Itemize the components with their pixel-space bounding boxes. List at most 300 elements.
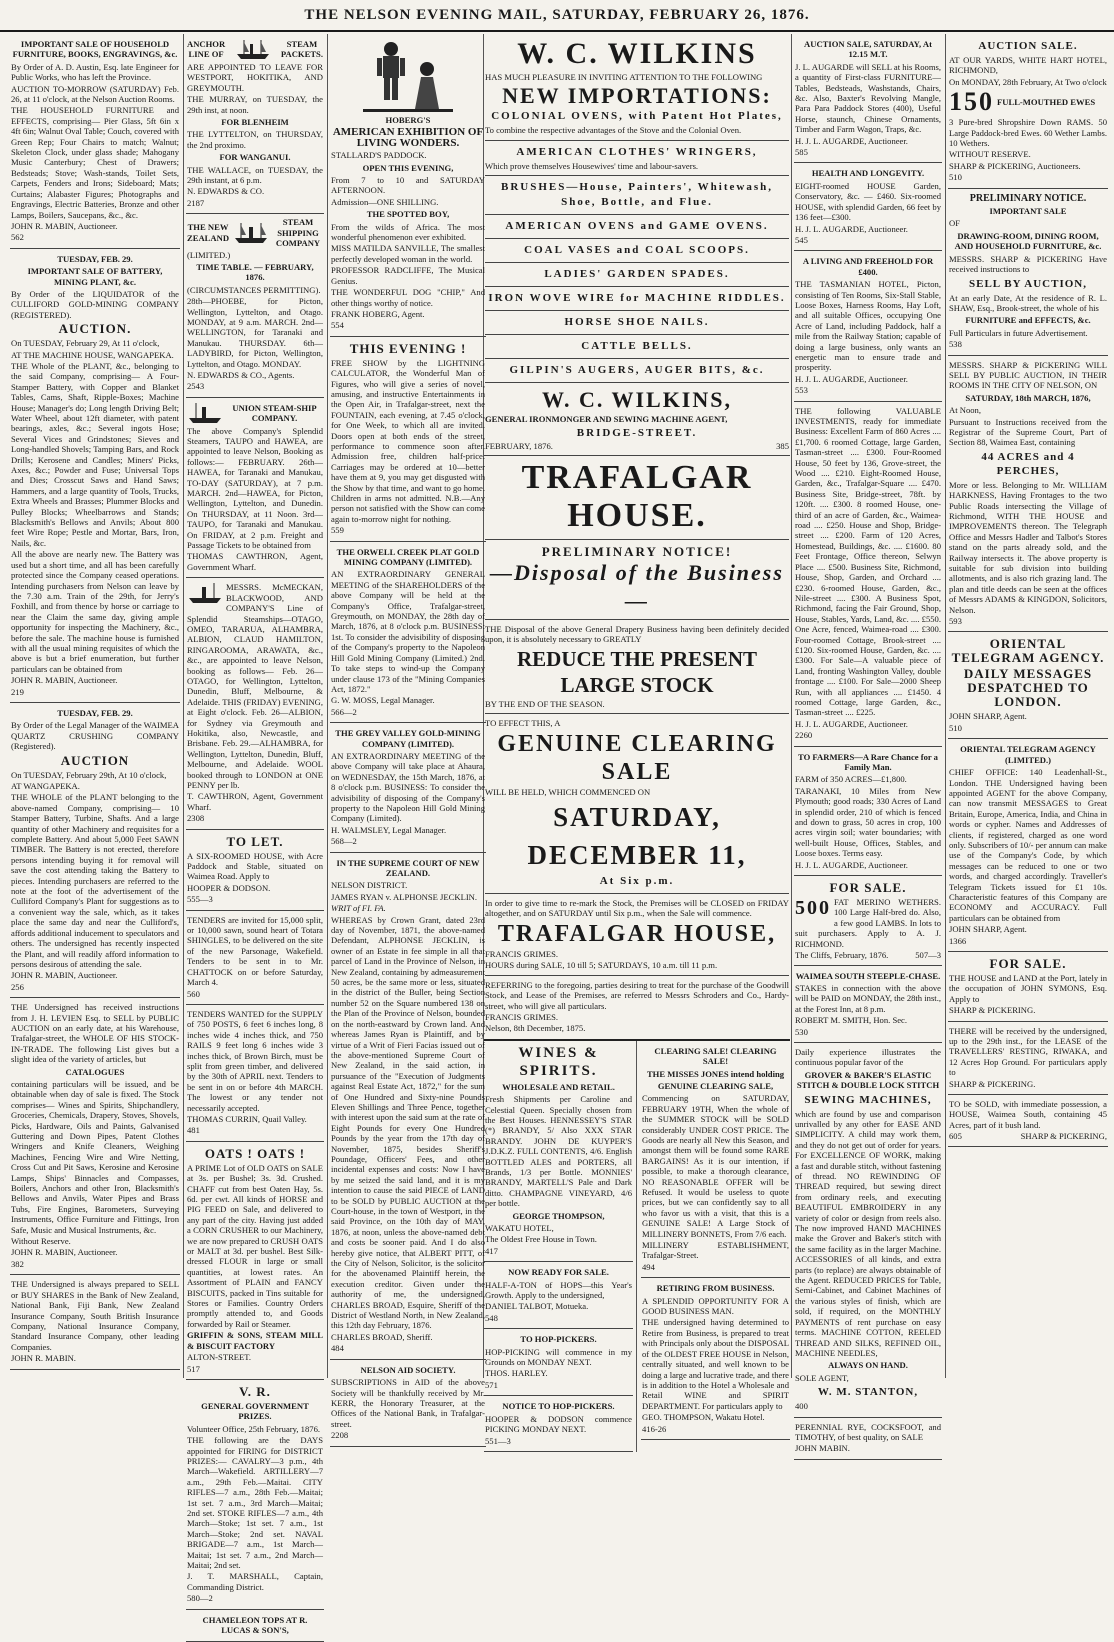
wilkins-item: LADIES' GARDEN SPADES. (544, 268, 730, 281)
wilkins-item: GILPIN'S AUGERS, AUGER BITS, &c. (509, 364, 765, 377)
ad-title: IMPORTANT SALE OF HOUSEHOLD FURNITURE, BOOKS, ENGRAVINGS, &c. (12, 39, 178, 60)
ad-body: MESSRS. SHARP & PICKERING WILL SELL BY PUBLIC AUCTION, IN THEIR ROOMS IN THE CITY OF NELSON, ON (949, 359, 1107, 391)
ad-text: On TUESDAY, February 29, At 11 o'clock, (11, 338, 160, 349)
ad-quartz-sale (10, 703, 180, 998)
ad-body: MESSRS. SHARP & PICKERING Have received instructions to (949, 253, 1107, 275)
divider (485, 310, 789, 311)
ad-text: THE WONDERFUL DOG "CHIP," And other things worthy of notice. (331, 287, 485, 308)
ad-date: Nelson, 8th December, 1875. (485, 1023, 586, 1034)
ad-body: THE MURRAY, on TUESDAY, the 29th inst, at noon. (187, 94, 323, 115)
ad-text: WITHOUT RESERVE. (949, 149, 1031, 160)
ad-body: FAT MERINO WETHERS. 100 Large Half-bred do. Also, a few good LAMBS. In lots to suit purchasers. Apply to A. J. RICHMOND. (795, 897, 941, 949)
ad-text: The Cliffs, February, 1876. (795, 950, 889, 961)
ad-number: 256 (11, 981, 24, 992)
ad-body: SUBSCRIPTIONS in AID of the above Society will be thankfully received by Mr. KERR, the Honorary Treasurer, at the Offices of the National Bank, in Trafalgar-street. (331, 1377, 485, 1429)
divider (485, 262, 789, 263)
ad-hoberg-exhibition (330, 34, 486, 337)
ad-signature: THOMAS CAWTHRON, Agent, Government Wharf. (187, 551, 323, 572)
ad-body: All the above are nearly new. The Battery was used but a short time, and all has been carefully protected since the Company ceased operations. Intending purchasers from Nelson can leave by the 7.30 a.m. Train of the 29th, for Jerry's Foxhill, and from thence by horse or carriage to near the Claim the same day, giving ample opportunity for inspecting the Machinery, &c., before the sale. The machine house is furnished with all the usual mining requisites of which the above is but a brief enumeration, but further particulars can be obtained from (11, 549, 179, 674)
ad-number: 551—3 (485, 1435, 511, 1446)
lower-columns (484, 1041, 790, 1452)
ad-title: UNION STEAM-SHIP COMPANY. (232, 402, 317, 424)
ad-signature: H. J. L. AUGARDE, Auctioneer. (795, 718, 908, 729)
ad-oriental-telegram (948, 632, 1108, 739)
ad-to-let (186, 830, 324, 911)
ad-date: TUESDAY, FEB. 29. (57, 707, 133, 718)
ad-body: THE HOUSEHOLD FURNITURE and EFFECTS, comprising— Pier Glass, 5ft 6in x 4ft 6in; Walnut Oval Table; Couch, covered with Green Rep; Four Chairs to match; Walnut; Skeleton Clock, under glass shade; Mahogany Music Canterbury; Chest of Drawers; Bedsteads; Stove; Wash-stands, Toilet Sets, Carpets, Fenders and Irons; Sideboard; Mats; Curtains; Alabaster Figures; Photographs and Engravings, Electric Batteries, Bronze and other Lamps, Boilers, Saucepans, &c., &c. (11, 105, 179, 220)
ad-heading: TO LET. (226, 833, 284, 849)
ad-body: THE WHOLE of the PLANT belonging to the above-named Company, comprising— 10 Stamper Battery, Turbine, Shafts. And a large quantity of other Machinery and requisites for a complete Battery. And about 5,000 Feet SAWN TIMBER. The Battery is not erected, therefore persons intending buying it for removal will save the cost attending taking the Battery to pieces. Intending purchasers are referred to the note at the foot of the advertisement of the Culliford Company's Plant for suggestions as to a convenient way the sale, which, as it takes place the same day and near the Culliford's, affords additional inducement to speculators and others. The undersigned has recently inspected the Plant, and will readily afford information to persons desirous of attending the sale. (11, 792, 179, 969)
ad-text: STEAM SHIPPING COMPANY (275, 217, 321, 249)
column-6 (948, 34, 1108, 1378)
ad-number: 562 (11, 232, 24, 243)
ad-signature: CHARLES BROAD, Sheriff. (331, 1331, 433, 1342)
ad-body: THE following VALUABLE INVESTMENTS, ready for immediate Business: Excellent Farm of 860 Acres .... £1,700. 6 roomed Cottage, large Garden, Tasman-street .... £300. Four-Roomed House, 50 feet by 136, Grove-street, the Wood .... £210. Eight-Roomed House, Garden, &c., Trafalgar-Square .... £470. Business Site, Bridge-street, 78ft. by 120ft. .... £300. 8 roomed House, one-third of an acre of Garden, &c., Waimea-road .... £250. House and Shop, Bridge-street .... £200. Farm of 120 Acres, Homestead, Buildings, &c. .... £1600. 80 Feet Frontage, Office thereon, Selwyn Place .... £500. Business Site, Richmond, House, Shop, Garden, and Orchard .... £230. 6-roomed House, Garden, &c., Nile-street .... £300. A Business Spot, Richmond, facing the Fair Ground, Shop, House, Stables, Yards, Land, &c. .... £550. One Acre, fenced, Waimea-road .... £300. Four-roomed Cottage, Brook-street .... £120. Six-roomed House, Garden, &c. .... £300. For Sale—A valuable piece of Land, fronting Washington Valley, double frontage .... £100. For Sale—2000 Sheep Run, with all appliances .... £1450. 4 roomed Cottage, large Garden, &c., Tasman-street .... £225. (795, 405, 941, 718)
ad-tenders-shingles (186, 911, 324, 1005)
ad-heading: FOR BLENHEIM (221, 117, 289, 128)
ad-heading: IMPORTANT SALE (989, 206, 1067, 217)
steamship-icon (235, 37, 271, 61)
ad-number: 553 (795, 385, 808, 396)
ad-body: EIGHT-roomed HOUSE Garden, Conservatory, &c. — £460. Six-roomed HOUSE, with splendid Garden, 66 feet by 136 feet—£300. (795, 180, 941, 223)
ad-to-be-sold (948, 1095, 1108, 1147)
ad-tenders-posts (186, 1005, 324, 1142)
ad-body: REFERRING to the foregoing, parties desiring to treat for the purchase of the Goodwill Stock, and Lease of the Premises, are referred to Messrs Schroders and Co., Hardy-street, who will give all particulars. (485, 979, 789, 1011)
ad-signature: H. J. L. AUGARDE, Auctioneer. (795, 373, 908, 384)
ad-text: At Noon, (949, 405, 981, 416)
ad-title: W. C. WILKINS (517, 37, 757, 70)
ad-text: On MONDAY, 28th February, At Two o'clock (949, 76, 1107, 87)
column-4 (484, 34, 790, 1446)
ad-for-sale-merino (794, 876, 942, 965)
nz-header (187, 217, 323, 248)
ad-body: WHEREAS by Crown Grant, dated 23rd day of November, 1871, the above-named Defendant, ALPHONSE JECKLIN, is owner of an Estate in fee simple in all that parcel of Land in the Province of Nelson, in New Zealand, containing by admeasurement 50 acres, be the same more or less, situated in the district of the Buller, being Section number 52 on the Square numbered 138 on the Plan of the Province of Nelson, bounded on the north-eastward by Crown land. And whereas James Ryan is Plaintiff, and by virtue of a Writ of Fieri Facias issued out of the above-mentioned Supreme Court of New Zealand, in the said action, in pursuance of the "Execution of Judgments against Real Estate Act, 1872," for the sum of One Hundred and Sixty-nine Pounds Eleven Shillings and Three Pence, together with interest upon the said sum at the rate of Eight Pounds for every One Hundred Pounds by the year from the 17th day of November, 1875, besides Sheriff's Poundage, Officers' Fees, and other incidental expenses and costs: Now I have by me seized the said land, and it is my intention to cause the said PIECE of LAND to be SOLD by PUBLIC AUCTION at the Court-house, in the town of Westport, in the said Province, on the 10th day of MAY, 1876, at noon, unless the above-named debt and costs be sooner paid. And I do also hereby give notice, that ALBERT PITT, of the City of Nelson, Solicitor, is the solicitor for the abovenamed Plaintiff herein, the execution creditor. Given under the authority of me, the undersigned, CHARLES BROAD, Esquire, Sheriff of the District of Westland North, in New Zealand, this 12th day February, 1876. (331, 914, 485, 1331)
ad-signature: SHARP & PICKERING. (949, 1078, 1036, 1089)
ad-number: 548 (485, 1312, 498, 1323)
ad-text: AT WANGAPEKA. (11, 781, 80, 791)
divider (485, 975, 789, 976)
ad-number: 484 (331, 1343, 344, 1354)
ad-text: BRIDGE-STREET. (576, 426, 698, 439)
ad-oriental-limited (948, 739, 1108, 952)
ad-signature: W. M. STANTON, (817, 1386, 919, 1399)
ad-text: WRIT of FI. FA. (331, 903, 386, 914)
ad-shares (10, 1275, 180, 1369)
ad-body: A SIX-ROOMED HOUSE, with Acre Paddock and Stable, situated on Waimea Road. Apply to (187, 850, 323, 882)
ad-wilkins-importations (484, 34, 790, 456)
ad-public-auction-land (948, 356, 1108, 633)
ad-title: RETIRING FROM BUSINESS. (656, 1283, 775, 1294)
column-1 (10, 34, 180, 1378)
ad-body: At an early Date, At the residence of R. L. SHAW, Esq., Brook-street, the whole of his (949, 292, 1107, 313)
ad-auction-richmond (948, 34, 1108, 189)
ad-signature: JOHN R. MABIN, Auctioneer. (11, 220, 118, 231)
ad-title: IMPORTANT SALE OF BATTERY, MINING PLANT, &c. (27, 266, 163, 287)
ad-chameleon (186, 1610, 324, 1642)
ad-text: SOLE AGENT, (795, 1372, 849, 1383)
ad-signature: SHARP & PICKERING, Auctioneers. (949, 160, 1081, 171)
ewes-line (949, 88, 1107, 116)
ad-title: NELSON AID SOCIETY. (360, 1364, 456, 1375)
ad-title: WINES & SPIRITS. (518, 1044, 599, 1079)
ad-text: THE NEW ZEALAND (187, 222, 230, 243)
ad-title: NOW READY FOR SALE. (508, 1267, 609, 1278)
ad-body: A PRIME Lot of OLD OATS on SALE at 3s. per Bushel; 3s. 3d. Crushed. CHAFF cut from best Oaten Hay, 5s. 6d. per cwt. All kinds of HORSE and PIG FEED on Sale, and delivered to any part of the city. Having just added a CORN CRUSHER to our Machinery, we are now prepared to CRUSH OATS or MALT at 3d. per bushel. Best Silk-dressed FLOUR in large or small quantities, at lowest rates. An Assortment of PLAIN and FANCY BISCUITS, packed in Tins suitable for Stores or Families. Country Orders promptly attended to, and Goods forwarded by Rail or Steamer. (187, 1162, 323, 1329)
divider (485, 334, 789, 335)
ad-title: PRELIMINARY NOTICE. (969, 192, 1087, 204)
divider (485, 214, 789, 215)
ad-household-sale (10, 34, 180, 249)
ad-number: 1366 (949, 935, 967, 946)
ad-body: Pursuant to Instructions received from the Registrar of the Supreme Court, Part of Section 88, Waimea East, containing (949, 416, 1107, 448)
ad-number: 585 (795, 147, 808, 158)
ad-number: 416-26 (642, 1423, 667, 1434)
ad-body: HOOPER & DODSON commence PICKING MONDAY NEXT. (485, 1413, 632, 1435)
ad-body: 3 Pure-bred Shropshire Down RAMS. 50 Large Paddock-bred Ewes. 60 Wether Lambs. 10 Wethers. (949, 117, 1107, 149)
ad-title: THE ORWELL CREEK PLAT GOLD MINING COMPANY (LIMITED). (336, 546, 480, 568)
ad-number: 593 (949, 616, 962, 627)
ad-text: HOURS during SALE, 10 till 5; SATURDAYS, 10 a.m. till 11 p.m. (485, 960, 718, 971)
ad-signature: HOOPER & DODSON. (187, 882, 271, 893)
wilkins-item: To combine the respective advantages of the Stove and the Colonial Oven. (485, 125, 742, 136)
ad-heading: OPEN THIS EVENING, (362, 162, 454, 173)
ad-body: THE Undersigned has received instructions from J. H. LEVIEN Esq. to SELL by PUBLIC AUCTION on an early date, at his Warehouse, Trafalgar-street, the WHOLE OF HIS STOCK-IN-TRADE. The following List gives but a slight idea of the variety of articles, but (11, 1002, 179, 1065)
ad-signature: N. EDWARDS & CO. (187, 186, 265, 197)
ad-title: TRAFALGAR HOUSE, (497, 920, 777, 947)
ad-text: ARE APPOINTED TO LEAVE FOR WESTPORT, HOKITIKA, AND GREYMOUTH. (187, 62, 323, 93)
ad-number: 566—2 (331, 706, 357, 717)
ad-body: containing particulars will be issued, and be obtainable when day of sale is fixed. The Stock comprises— Wines and Spirits, Shipchandlery, Groceries, Chemicals, Drapery, Stoves, Shovels, Picks, Hardware, Oils and Paints, Galvanised Guttering and Down Pipes, Patent Clothes Wringers and Knife Cleaners, Weighing Machines, Fencing Wire and Wire Netting, Cross Cut and Pit Saws, Kerosine and Kerosine Lamps, Ships' Binnacles and Compasses, Boilers, Anchors and other Iron, Blacksmith's Bellows and Anvils, Water Pipes and Brass Tubs, Fire Engines, Barometers, Surveying Instruments, Office Furniture and Fittings, Iron Safe, Music and Musical Instruments, &c. (11, 1078, 179, 1235)
ad-signature: H. WALMSLEY, Legal Manager. (331, 824, 447, 835)
ad-text: By Order of the Legal Manager of the WAIMEA QUARTZ CRUSHING COMPANY (Registered). (11, 720, 179, 752)
ad-text: BY THE END OF THE SEASON. (485, 698, 605, 709)
ad-title: AUCTION SALE. (978, 40, 1078, 52)
divider (485, 539, 789, 540)
ad-nz-steam-shipping (186, 214, 324, 398)
ad-title: CHAMELEON TOPS AT R. LUCAS & SON'S, (202, 1614, 308, 1636)
ad-signature: FRANK HOBERG, Agent. (331, 308, 425, 319)
ad-signature: JOHN SHARP, Agent. (949, 711, 1027, 722)
ad-heading: ALWAYS ON HAND. (828, 1360, 908, 1371)
ad-to-farmers (794, 747, 942, 876)
ad-heading: SEWING MACHINES, (804, 1093, 932, 1106)
ad-number: 417 (485, 1245, 498, 1256)
ad-heading: OATS ! OATS ! (204, 1145, 306, 1161)
column-3 (330, 34, 486, 1441)
ad-text: From 7 to 10 and SATURDAY AFTERNOON. (331, 175, 485, 196)
ad-text: By Order of the LIQUIDATOR of the CULLIFORD GOLD-MINING COMPANY (REGISTERED). (11, 288, 179, 320)
ad-body: THE Undersigned is always prepared to SELL or BUY SHARES in the Bank of New Zealand, National Bank, Fiji Bank, New Zealand Insurance Company, South British Insurance Company, National Insurance Company, Standard Insurance Company, other leading Companies. (11, 1279, 179, 1352)
divider (485, 358, 789, 359)
ad-date: FEBRUARY, 1876. (485, 440, 553, 451)
ad-body: STAKES in connection with the above will be PAID on MONDAY, the 28th inst., at the Forest Inn, at 8 p.m. (795, 982, 941, 1014)
ad-body: THE LYTTELTON, on THURSDAY, the 2nd proximo. (187, 129, 323, 150)
ad-body: TENDERS are invited for 15,000 split, or 10,000 sawn, sound heart of Totara SHINGLES, to be delivered on the site of the new Parsonage, Wakefield. Tenders to be sent in to Mr. CHATTOCK on or before Saturday, March 4. (187, 914, 323, 988)
ad-body: THE Disposal of the above General Drapery Business having been definitely decided upon, it is absolutely necessary to GREATLY (485, 624, 789, 645)
ad-text: OF (949, 218, 960, 229)
ad-grover-baker (794, 1043, 942, 1418)
ad-grey-valley (330, 723, 486, 852)
ad-title: THE GREY VALLEY GOLD-MINING COMPANY (LIMITED). (335, 728, 481, 749)
column-5 (794, 34, 942, 1454)
anchor-header (187, 37, 323, 61)
wilkins-item: IRON WOVE WIRE for MACHINE RIDDLES. (488, 292, 786, 305)
ad-signature: JOHN SHARP, Agent. (949, 924, 1027, 935)
ad-body: AN EXTRAORDINARY MEETING of the above Company will take place at Ahaura, on WEDNESDAY, the 15th March, 1876, at 8 o'clock p.m. BUSINESS: To consider the advisibility of disposing of the Company's property to the Napoleon Hill Gold Mining Company (Limited). (331, 750, 485, 824)
ad-heading: REDUCE THE PRESENT LARGE STOCK (516, 646, 757, 697)
ad-text: AUCTION TO-MORROW (SATURDAY) Feb. 26, at 11 o'clock, at the Nelson Auction Rooms. (11, 83, 179, 105)
ad-heading: GENUINE CLEARING SALE, (657, 1080, 774, 1091)
ad-misses-jones (641, 1041, 790, 1279)
ad-number: 481 (187, 1125, 200, 1136)
divider (485, 175, 789, 176)
ad-text: By Order of A. D. Austin, Esq. late Engineer for Public Works, who has left the Province. (11, 61, 179, 83)
ad-text: STALLARD'S PADDOCK. (331, 150, 427, 161)
ad-body: THE HOUSE and LAND at the Port, lately in the occupation of JOHN SYMONS, Esq. Apply to (949, 973, 1107, 1004)
ad-heading: THIS EVENING ! (349, 340, 467, 356)
lower-right (641, 1041, 790, 1452)
ad-to-hop-pickers (484, 1329, 633, 1396)
ad-number: 2187 (187, 197, 205, 208)
ad-heading: THE SPOTTED BOY, (366, 209, 450, 220)
divider (485, 140, 789, 141)
ad-body: MESSRS. McMECKAN, BLACKWOOD, AND COMPANY'S Line of Splendid Steamships—OTAGO, OMEO, TARARUA, ALHAMBRA, ALBION, CLAUD HAMILTON, RINGAROOMA, ARAWATA, &c., &c., are appointed to leave Nelson, booking as follows— Feb. 26—OTAGO, for Wellington, Lyttelton, Dunedin, Bluff, Melbourne, & Adelaide. THIS (FRIDAY) EVENING, at Eight o'clock. Feb. 26—ALBION, for Sydney via Greymouth and Hokitika, also, Newcastle, and Brisbane. Feb. 29.—ALHAMBRA, for Wellington, Lyttelton, Dunedin, Bluff, Melbourne, and Adelaide. WOOL booked through to LONDON at ONE PENNY per lb. (187, 582, 323, 790)
ad-title: IN THE SUPREME COURT OF NEW ZEALAND. (336, 857, 480, 878)
ad-number: 2208 (331, 1430, 349, 1441)
ad-title: CLEARING SALE! CLEARING SALE! (654, 1045, 777, 1067)
ad-title: GROVER & BAKER'S ELASTIC STITCH & DOUBLE LOCK STITCH (796, 1069, 940, 1091)
ad-text: At Six p.m. (599, 875, 675, 888)
wilkins-item: BRUSHES—House, Painters', Whitewash, Shoe, Bottle, and Flue. (501, 181, 773, 209)
ad-title: W. C. WILKINS, (541, 387, 732, 413)
ad-heading: 44 ACRES and 4 PERCHES, (981, 450, 1075, 477)
ad-number: 530 (795, 1026, 808, 1037)
ad-perennial-rye (794, 1418, 942, 1460)
ad-heading: FURNITURE and EFFECTS, &c. (965, 315, 1091, 326)
ad-number: 510 (949, 722, 962, 733)
ad-number: 560 (187, 988, 200, 999)
ad-heading: THE MISSES JONES intend holding (646, 1068, 785, 1079)
ad-volunteer-prizes (186, 1380, 324, 1610)
ad-body: THE undersigned having determined to Retire from Business, is prepared to treat with Principals only about the DISPOSAL of the OLDEST FREE HOUSE in Nelson, centrally situated, and well known to be doing a large and lucrative trade, and there is in addition to the Hotel a Wholesale and Retail WINE and SPIRIT DEPARTMENT. For particulars apply to (642, 1317, 789, 1411)
ad-body: More or less. Belonging to Mr. WILLIAM HARKNESS, Having Frontages to the two Public Roads intersecting the Village of Richmond, WITH THE HOUSE and IMPROVEMENTS thereon. The Telegraph Office and Messrs Hadler and Talbot's Stores stand on the parts already sold, and the Railway intersects it. The above property is suitable for sub division into building allotments, and is also rich grazing land. The plan and title deeds can be seen at the offices of Messrs ADAMS & KINGDON, Solicitors, Nelson. (949, 479, 1107, 615)
divider (485, 713, 789, 714)
ad-number: 580—2 (187, 1593, 213, 1604)
ad-body: which are found by use and comparison unrivalled by any other for EASE AND SIMPLICITY. A child may work them, and they do not get out of order for years. For EXCELLENCE OF WORK, making a fast and durable stitch, without fastening of thread. NO REWINDING OF THREAD required, but sewing direct from ordinary reels, and executing BEAUTIFUL EMBROIDERY in any variety of color or design from reels also. The now improved HAND MACHINES make the Grover and Baker's stitch with the same facility as in the larger Machine. ACCESSORIES of all kinds, and extra parts (to replace) are always obtainable of the Agent. REDUCED PRICES for Table, Semi-Cabinet, and Cabinet Machines of the various styles of finish, which are sold, if required, on the MONTHLY PAYMENTS of rent purchase on easy terms. MACHINE COTTON, REELED THREAD AND SILKS, REFINED OIL, MACHINE NEEDLES, (795, 1108, 941, 1358)
ad-title: ORIENTAL TELEGRAM AGENCY. (951, 636, 1105, 666)
ad-text: ANCHOR (187, 38, 226, 49)
figures-illustration (363, 39, 453, 113)
ad-title: A LIVING AND FREEHOLD FOR £400. (802, 256, 934, 277)
ad-body: Fresh Shipments per Caroline and Celestial Queen. Specially chosen from the Best Houses. HENNESSEY'S STAR (*) BRANDY, 5/ Also XXX STAR BRANDY. JOHN DE KUYPER'S J.D.K.Z. FULL CONTENTS, 4/6. English BOTTLED ALES and PORTERS, all Brands, 1/3 per Bottle. MONNIES' BRANDY, MARTELL'S Pale and Dark ditto. CHAMPAGNE VINEYARD, 4/6 per bottle. (485, 1094, 632, 1209)
ad-text: From the wilds of Africa. The most wonderful phenomenon ever exhibited. (331, 221, 485, 243)
wilkins-item: AMERICAN OVENS and GAME OVENS. (505, 220, 769, 233)
ad-text: FARM of 350 ACRES—£1,800. (795, 774, 907, 785)
divider (485, 893, 789, 894)
ad-text: STEAM (286, 38, 318, 49)
ad-trafalgar-house (484, 456, 790, 1041)
ad-union-steamship (186, 398, 324, 579)
ad-number: 555—3 (187, 894, 213, 905)
ad-heading: PRELIMINARY NOTICE! (541, 544, 733, 560)
ad-steeplechase (794, 966, 942, 1043)
ad-heading: FOR WANGANUI. (219, 152, 291, 163)
ad-title: AMERICAN EXHIBITION OF LIVING WONDERS. (332, 126, 484, 149)
ad-body: CHIEF OFFICE: 140 Leadenhall-St., London. THE Undersigned having been appointed AGENT for the above Company, can now transmit MESSAGES to Great Britain, Europe, America, India, and China in words or cypher. Names and Addresses of clients, if registered, charged as one word only. Subscribers of 10/- per annum can make use of the Company's Code, by which messages can be reduced to one or two words, and charged accordingly. Traveller's Telegram Tickets issued for £1 10s. Characteristic features of this Company are ECONOMY and ACCURACY. Full particulars can be obtained from (949, 767, 1107, 923)
ad-title: GENERAL GOVERNMENT PRIZES. (201, 1400, 309, 1422)
ad-text: Full Particulars in future Advertisement. (949, 327, 1088, 338)
ad-signature: FRANCIS GRIMES. (485, 1011, 559, 1022)
ad-body: 28th—PHOEBE, for Picton, Wellington, Lyttelton, and Otago. MONDAY, at 9 a.m. MARCH. 2nd—WELLINGTON, for Taranaki and Manukau. THURSDAY. 6th—LADYBIRD, for Picton, Wellington, Lyttelton, and Otago. MONDAY. (187, 296, 323, 369)
ad-number: 545 (795, 234, 808, 245)
ad-signature: G. W. MOSS, Legal Manager. (331, 695, 435, 706)
ad-text: Daily experience illustrates the continuous popular favor of the (795, 1046, 941, 1068)
ad-valuable-investments (794, 402, 942, 747)
steamship-icon (187, 581, 223, 605)
ad-footer (795, 950, 941, 960)
ad-body: FREE SHOW by the LIGHTNING CALCULATOR, the Wonderful Man of Figures, who will give a series of novel, amusing, and instructive Entertainments in the Open Air, in Trafalgar-street, next the FOUNTAIN, each evening, at 7.45 o'clock, for One Week, to which all are invited. Doors open at both ends of the street, performance to commence soon after. Admission free, children half-price. Carriages may be ordered at 10—better have them at 9, you may get disgusted with the Show by that time, and want to go home. Children in arms not admitted. N.B.—Any person not satisfied with the Show can come again to-morrow night for nothing. (331, 357, 485, 524)
ad-signature: MILLINERY ESTABLISHMENT, Trafalgar-Street. (642, 1240, 789, 1261)
ad-retiring (641, 1278, 790, 1440)
ad-body: THERE will be received by the undersigned, up to the 29th inst., for the LEASE of the TRAVELLERS' RESTING, RIWAKA, and 12 Acres Hop Ground. For particulars apply to (949, 1025, 1107, 1078)
ad-orwell-creek (330, 542, 486, 724)
ad-signature: N. EDWARDS & CO., Agents. (187, 369, 295, 380)
ad-this-evening (330, 337, 486, 542)
ad-heading: SELL BY AUCTION, (969, 277, 1087, 290)
ad-living-freehold (794, 251, 942, 401)
ad-auction-saturday (794, 34, 942, 163)
ad-signature: H. J. L. AUGARDE, Auctioneer. (795, 135, 908, 146)
ad-body: HALF-A-TON of HOPS—this Year's Growth. Apply to the undersigned, (485, 1279, 632, 1301)
ad-heading: DRAWING-ROOM, DINING ROOM, AND HOUSEHOLD FURNITURE, &c. (954, 230, 1102, 252)
ad-heading: WHOLESALE AND RETAIL. (502, 1081, 615, 1092)
ad-anchor-line (186, 34, 324, 214)
ad-signature: THOMAS CURRIN, Quail Valley. (187, 1113, 307, 1124)
ad-title: HEALTH AND LONGEVITY. (811, 168, 925, 179)
ad-text: HOBERG'S (385, 115, 431, 125)
ad-number-large: 500 (795, 897, 831, 920)
divider (485, 382, 789, 383)
column-divider (791, 34, 792, 1378)
ad-text: WILL BE HELD, WHICH COMMENCED ON (485, 786, 651, 797)
ad-body: TO be SOLD, with immediate possession, a HOUSE, Waimea South, containing 45 Acres, part of it bush land. (949, 1099, 1107, 1130)
ad-mcmeckan-blackwood (186, 578, 324, 829)
ad-text: MISS MATILDA SANVILLE, The smallest perfectly developed woman in the world. (331, 243, 485, 264)
column-divider (327, 34, 328, 1378)
ad-heading: GENUINE CLEARING SALE (497, 730, 777, 785)
ad-body: In order to give time to re-mark the Stock, the Premises will be CLOSED on FRIDAY altogether, and on SATURDAY until Six p.m., when the Sale will commence. (485, 898, 789, 919)
ad-signature: JOHN MABIN. (795, 1443, 850, 1454)
ad-title: AUCTION SALE, SATURDAY, At 12.15 M.T. (804, 39, 932, 60)
ad-number: 605 (949, 1131, 962, 1142)
ad-signature: GEO. THOMPSON, Wakatu Hotel. (642, 1412, 765, 1423)
ad-text: A SPLENDID OPPORTUNITY FOR A GOOD BUSINESS MAN. (642, 1295, 789, 1317)
ad-battery-sale (10, 249, 180, 703)
ad-text: TO EFFECT THIS, A (485, 718, 561, 729)
ad-text: WAKATU HOTEL, (485, 1223, 554, 1233)
wilkins-item: CATTLE BELLS. (581, 340, 693, 353)
ad-text: The Oldest Free House in Town. (485, 1234, 597, 1245)
ad-number: 219 (11, 686, 24, 697)
ad-number: 571 (485, 1379, 498, 1390)
steamship-icon (187, 401, 223, 425)
ad-oats (186, 1142, 324, 1380)
ad-footer (485, 441, 789, 451)
ad-heading: —Disposal of the Business— (490, 560, 784, 614)
ad-heading: AUCTION (60, 752, 130, 768)
divider (485, 619, 789, 620)
ad-travellers-rest (948, 1022, 1108, 1095)
ad-body: THE Whole of the PLANT, &c., belonging to the said Company, comprising— A Four-Stamper Battery, with Copper and Blanket Tables, Cams, Shaft, Ripple-Boxes; Machine House; Manager's do; Long length Driving Belt; Water Wheel, about 12ft diameter, with patent bearings, axles, &c.; Several ingots Hose; Several Vices and Grindstones; Sieves and Long-handled Shovels; Tamping Bars, and Rock Drills; Kerosene and Candles; Miners' Picks, Axes, &c.; Powder and Fuse; Universal Tops and Dies; Crosscut Saws and Hand Saws; Hammers, and a large quantity of Tools, Trucks, Extra Wheels and Brasses; Plummer Blocks and Pulley Blocks; Wheelbarrows and Stands; Blacksmith's Bellows and Anvils; About 800 feet Wire Rope; Pestle and Mortar, Bars, Iron, Nails, &c. (11, 360, 179, 548)
ad-heading: V. R. (239, 1383, 271, 1399)
ad-signature: SHARP & PICKERING, (1020, 1131, 1107, 1142)
ad-body: AN EXTRAORDINARY GENERAL MEETING of the SHAREHOLDERS of the above Company will be held at the Company's Office, Trafalgar-street, Greymouth, on MONDAY, the 28th day of March, 1876, at 8 o'clock p.m. BUSINESS: 1st. To consider the advisibility of disposing of the Company's property to the Napoleon Hill Gold Mining Company (Limited.) 2nd. To take steps to wind-up the Company under clause 173 of the "Mining Companies Act, 1872." (331, 569, 485, 694)
ad-date: TUESDAY, FEB. 29. (57, 253, 133, 264)
ad-title: ORIENTAL TELEGRAM AGENCY (LIMITED.) (960, 744, 1096, 765)
ad-number: 400 (795, 1401, 808, 1412)
ad-body: The above Company's Splendid Steamers, TAUPO and HAWEA, are appointed to leave Nelson, Booking as follows:— FEBRUARY. 26th—HAWEA, for Taranaki and Manukau, TO-DAY (SATURDAY), at 7 p.m. MARCH. 2nd—HAWEA, for Picton, Wellington, Lyttelton, and Dunedin. On THURSDAY, at 11 Noon. 3rd—TAUPO, for Taranaki and Manukau. On FRIDAY, at 2 p.m. Freight and Passage Tickets to be obtained from (187, 425, 323, 551)
ad-heading: DAILY MESSAGES DESPATCHED TO LONDON. (963, 666, 1093, 710)
ad-text: PACKETS. (280, 49, 323, 59)
ad-text: On TUESDAY, February 29th, At 10 o'clock, (11, 769, 167, 780)
ad-text: GENERAL IRONMONGER AND SEWING MACHINE AGENT, (485, 414, 728, 425)
ad-for-sale-port (948, 952, 1108, 1022)
ad-text: AT THE MACHINE HOUSE, WANGAPEKA. (11, 349, 174, 360)
ad-signature: FRANCIS GRIMES. (485, 948, 559, 959)
ad-footer (949, 1131, 1107, 1141)
ad-heading: AUCTION. (58, 321, 132, 337)
ad-number: 385 (776, 440, 789, 451)
ad-body: THE TASMANIAN HOTEL, Picton, consisting of Ten Rooms, Six-Stall Stable, Loose Boxes, Harness Rooms, Hay Loft, and all suitable Offices, occupying One Acre of Land, including Paddock, half a mile from the Railway Station; capable of doing a large business, only wants an energetic man to ensure trade and prosperity. (795, 279, 941, 373)
ad-number: 2260 (795, 730, 813, 741)
wilkins-item: HORSE SHOE NAILS. (564, 316, 710, 329)
ad-text: (CIRCUMSTANCES PERMITTING). (187, 284, 321, 295)
column-divider (945, 34, 946, 1378)
ad-heading: FOR SALE. (989, 956, 1067, 971)
ad-heading: FOR SALE. (829, 880, 907, 896)
ad-signature: JOHN R. MABIN, Auctioneer. (11, 675, 118, 686)
masthead: THE NELSON EVENING MAIL, SATURDAY, FEBRUARY 26, 1876. (0, 0, 1114, 32)
ad-number: 568—2 (331, 836, 357, 847)
ad-notice-hop-pickers (484, 1396, 633, 1452)
ad-now-ready (484, 1262, 633, 1329)
steamship-icon (233, 221, 269, 245)
ad-body: TARANAKI, 10 Miles from New Plymouth; good roads; 330 Acres of Land in splendid order, 210 of which is fenced and down to grass, 50 acres in crop, 100 acres virgin soil; water boundaries; with well-built House, Offices, Stables, and Loose boxes. Terms easy. (795, 785, 941, 859)
ad-wines-spirits (484, 1041, 633, 1263)
ad-body: Commencing on SATURDAY, FEBRUARY 19TH, When the whole of the SUMMER STOCK will be SOLD considerably UNDER COST PRICE. The Goods are nearly all New this Season, and amongst them will be found some RARE BARGAINS! As it is our intention, if possible, to make a thorough clearance, NO REASONABLE OFFER will be Refused. It would be useless to quote prices, but we can confidently say to all who favor us with a visit, that this is a GENUINE SALE! A Large Stock of MILLINERY BONNETS, From 7/6 each. (642, 1093, 789, 1239)
ad-heading: FULL-MOUTHED EWES (997, 97, 1096, 108)
ad-number: 554 (331, 320, 344, 331)
ad-text: PROFESSOR RADCLIFFE, The Musical Genius. (331, 265, 485, 286)
ad-signature: JOHN R. MABIN, Auctioneer. (11, 970, 118, 981)
lower-left (484, 1041, 637, 1452)
ad-title: WAIMEA SOUTH STEEPLE-CHASE. (795, 970, 941, 981)
ad-text: LINE OF (188, 49, 224, 59)
ad-nelson-aid (330, 1360, 486, 1447)
ad-title: NOTICE TO HOP-PICKERS. (502, 1401, 615, 1412)
ad-heading: TIME TABLE. — FEBRUARY, 1876. (196, 261, 314, 283)
ad-text: NELSON DISTRICT. (331, 880, 408, 891)
ad-signature: T. CAWTHRON, Agent, Government Wharf. (187, 791, 323, 812)
wilkins-item: COAL VASES and COAL SCOOPS. (524, 244, 750, 257)
ad-number-large: 150 (949, 87, 994, 117)
ad-text: Volunteer Office, 25th February, 1876. (187, 1423, 321, 1434)
ad-signature: H. J. L. AUGARDE, Auctioneer. (795, 223, 908, 234)
ad-stock-in-trade (10, 998, 180, 1275)
wilkins-item: Which prove themselves Housewives' time and labour-savers. (485, 160, 699, 171)
ad-title: TRAFALGAR HOUSE. (521, 459, 753, 535)
ad-text: Admission—ONE SHILLING. (331, 196, 439, 207)
